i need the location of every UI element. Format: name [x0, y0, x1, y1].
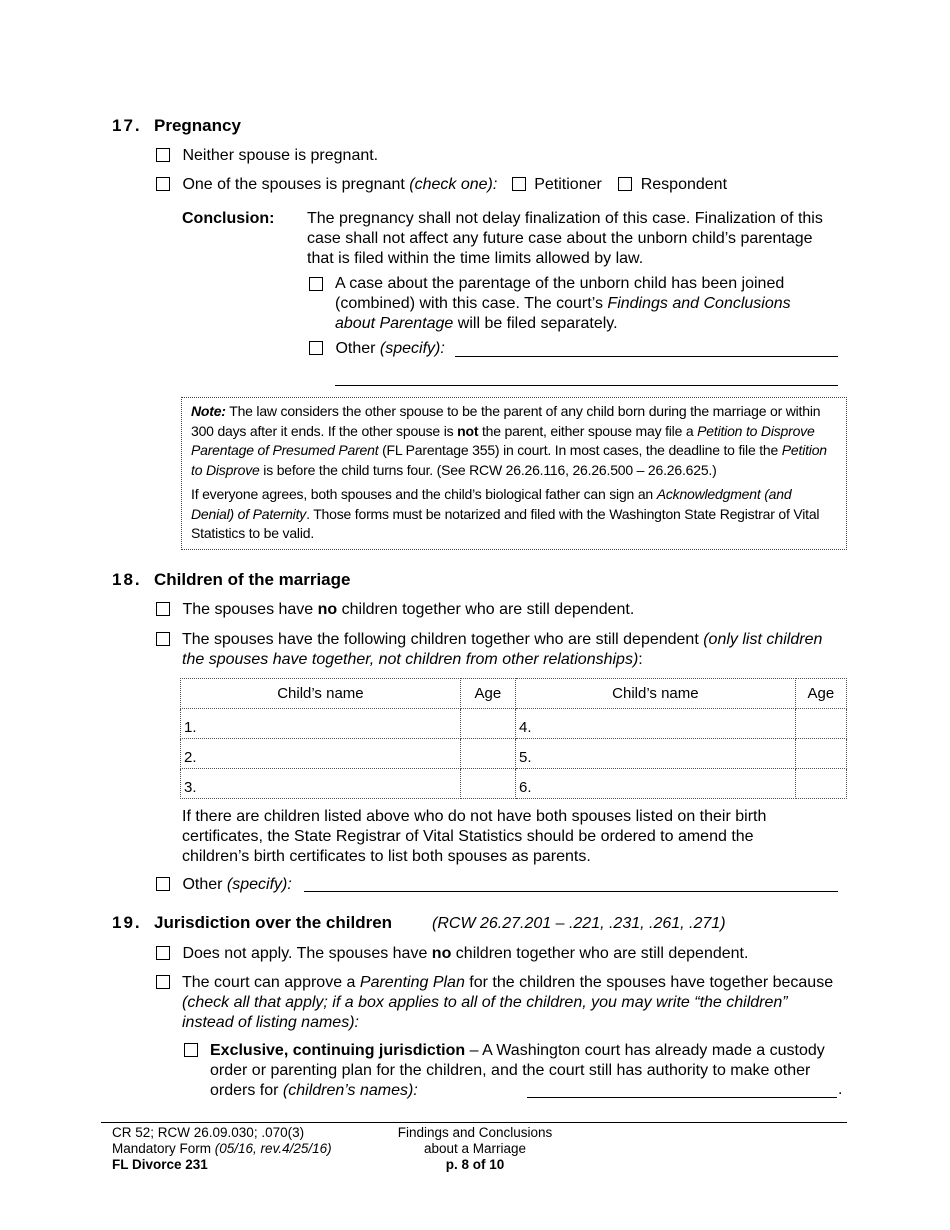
joined-text-title: Findings and Conclusions about Parentage: [335, 295, 791, 332]
note-paragraph-2: [191, 485, 838, 544]
option-text: The court can approve a: [182, 974, 360, 991]
header-age: Age: [460, 679, 515, 709]
option-hint: (check all that apply; if a box applies to all of the children, you may write “the children” instead of listing names):: [182, 994, 788, 1031]
option-text: The spouses have: [182, 601, 318, 618]
option-list-children: [156, 630, 836, 670]
footer-text: Mandatory Form: [112, 1141, 215, 1156]
section-rcw-reference: (RCW 26.27.201 – .221, .231, .261, .271): [432, 915, 726, 932]
option-text-bold: no: [431, 945, 452, 962]
section-title: Pregnancy: [154, 116, 241, 135]
child-age-cell[interactable]: [460, 739, 515, 769]
option-exclusive-jurisdiction: [184, 1041, 844, 1101]
option-joined-case: [309, 274, 829, 334]
checkbox-other-pregnancy[interactable]: [309, 341, 323, 355]
option-text: Does not apply. The spouses have: [182, 945, 432, 962]
option-does-not-apply: [156, 944, 748, 964]
note-text: the parent, either spouse may file a: [478, 422, 698, 439]
footer-center: [375, 1125, 575, 1173]
note-label: Note:: [191, 403, 226, 419]
checkbox-no-children[interactable]: [156, 602, 170, 616]
note-text: If everyone agrees, both spouses and the child’s biological father can sign an: [191, 486, 657, 502]
option-text: for the children the spouses have together because: [464, 974, 834, 991]
section-title: Children of the marriage: [154, 570, 351, 589]
other-pregnancy-line-2[interactable]: [335, 385, 838, 386]
option-text-bold: no: [317, 601, 338, 618]
child-age-cell[interactable]: [795, 709, 846, 739]
checkbox-does-not-apply[interactable]: [156, 946, 170, 960]
note-text: is before the child turns four. (See RCW 26.26.116, 26.26.500 – 26.26.625.): [259, 461, 717, 478]
footer-text-date: (05/16, rev.4/25/16): [214, 1141, 332, 1156]
note-text-form-title: Acknowledgment (and Denial) of Paternity: [191, 486, 792, 522]
note-box: [181, 397, 847, 550]
conclusion-label: Conclusion:: [182, 210, 275, 227]
option-hint: (only list children the spouses have together, not children from other relationships): [182, 631, 823, 668]
checkbox-joined-case[interactable]: [309, 277, 323, 291]
option-parenting-plan: [156, 973, 836, 1033]
footer-rcw: CR 52; RCW 26.09.030; .070(3): [112, 1125, 305, 1140]
option-text: children together who are still dependent.: [451, 945, 749, 962]
joined-case-text: [335, 274, 829, 334]
checkbox-other-children[interactable]: [156, 877, 170, 891]
option-hint: (children’s names):: [282, 1082, 418, 1099]
note-text-bold: not: [457, 422, 479, 439]
header-child-name: Child’s name: [181, 679, 461, 709]
birth-certificate-text: If there are children listed above who do not have both spouses listed on their birth certificates, the State Registrar of Vital Statistics should be ordered to amend the children’s birth certificates to list both spouses as parents.: [182, 808, 767, 865]
note-text-form-title: Petition to Disprove: [191, 442, 827, 478]
child-age-cell[interactable]: [460, 769, 515, 799]
option-other-children: [156, 875, 292, 895]
child-age-cell[interactable]: [795, 739, 846, 769]
option-label: One of the spouses is pregnant: [182, 176, 410, 193]
footer-form-title: Findings and Conclusions: [397, 1125, 553, 1140]
footer-form-id: FL Divorce 231: [112, 1157, 208, 1172]
table-row: [181, 769, 847, 799]
children-table: [180, 678, 847, 799]
option-label: [182, 973, 836, 1033]
checkbox-one-pregnant[interactable]: [156, 177, 170, 191]
note-text: (FL Parentage 355) in court. In most cases, the deadline to file the: [378, 442, 782, 458]
other-hint: (specify):: [226, 876, 292, 893]
option-text-bold: Exclusive, continuing jurisdiction: [210, 1042, 466, 1059]
option-no-children: [156, 600, 634, 620]
note-paragraph-1: [191, 402, 838, 480]
option-text-form-title: Parenting Plan: [359, 974, 465, 991]
option-hint: (check one):: [409, 176, 498, 193]
checkbox-respondent[interactable]: [618, 177, 632, 191]
other-label: Other: [335, 340, 380, 357]
children-names-line[interactable]: [527, 1097, 837, 1098]
option-label: [182, 601, 634, 618]
footer-form-version: [112, 1141, 332, 1157]
option-text: children together who are still dependent.: [337, 601, 635, 618]
child-name-cell[interactable]: 5.: [515, 739, 795, 769]
option-text: – A Washington court has already made a custody order or parenting plan for the children, and the court still has authority to make other orders for: [210, 1042, 825, 1099]
checkbox-neither-pregnant[interactable]: [156, 148, 170, 162]
checkbox-exclusive-jurisdiction[interactable]: [184, 1043, 198, 1057]
option-label: Neither spouse is pregnant.: [182, 147, 379, 164]
other-label: Other: [182, 876, 227, 893]
option-other-pregnancy: [309, 339, 445, 359]
footer-page-number: p. 8 of 10: [445, 1157, 505, 1172]
joined-text-c: will be filed separately.: [453, 315, 618, 332]
option-label: [182, 630, 836, 670]
note-text: The law considers the other spouse to be the parent of any child born during the marriage or within 300 days after it ends. If the other spouse is: [191, 403, 821, 439]
child-age-cell[interactable]: [795, 769, 846, 799]
option-label: [210, 1041, 830, 1101]
checkbox-list-children[interactable]: [156, 632, 170, 646]
line-end-period: .: [838, 1081, 843, 1098]
child-age-cell[interactable]: [460, 709, 515, 739]
table-header-row: [181, 679, 847, 709]
child-name-cell[interactable]: 1.: [181, 709, 461, 739]
option-neither-pregnant: [156, 146, 378, 166]
child-name-cell[interactable]: 6.: [515, 769, 795, 799]
child-name-cell[interactable]: 3.: [181, 769, 461, 799]
note-text: . Those forms must be notarized and filed with the Washington State Registrar of Vital Statistics to be valid.: [191, 505, 820, 541]
option-one-pregnant: [156, 175, 727, 195]
respondent-label: Respondent: [640, 176, 728, 193]
table-row: [181, 739, 847, 769]
footer-form-title: about a Marriage: [423, 1141, 527, 1156]
child-name-cell[interactable]: 2.: [181, 739, 461, 769]
checkbox-petitioner[interactable]: [512, 177, 526, 191]
other-pregnancy-line-1[interactable]: [455, 356, 838, 357]
section-number: 18.: [112, 570, 142, 589]
section-number: 19.: [112, 913, 142, 932]
footer-left: [112, 1125, 332, 1173]
petitioner-label: Petitioner: [534, 176, 602, 193]
joined-text-a: A case about the parentage of the unborn child has been joined (combined) with this case. The court’s: [335, 275, 785, 312]
note-text-form-title: Petition to Disprove Parentage of Presumed Parent: [191, 422, 815, 458]
option-text: The spouses have the following children together who are still dependent: [182, 631, 704, 648]
checkbox-parenting-plan[interactable]: [156, 975, 170, 989]
section-title: Jurisdiction over the children: [154, 913, 393, 932]
header-age: Age: [795, 679, 846, 709]
option-label: [182, 945, 748, 962]
other-children-line[interactable]: [304, 891, 838, 892]
section-number: 17.: [112, 116, 142, 135]
conclusion-text: The pregnancy shall not delay finalization of this case. Finalization of this case shall not affect any future case about the unborn child’s parentage that is filed within the time limits allowed by law.: [307, 210, 823, 267]
footer-rule: [101, 1122, 847, 1123]
child-name-cell[interactable]: 4.: [515, 709, 795, 739]
other-hint: (specify):: [379, 340, 445, 357]
option-text: :: [638, 651, 643, 668]
header-child-name: Child’s name: [515, 679, 795, 709]
table-row: [181, 709, 847, 739]
